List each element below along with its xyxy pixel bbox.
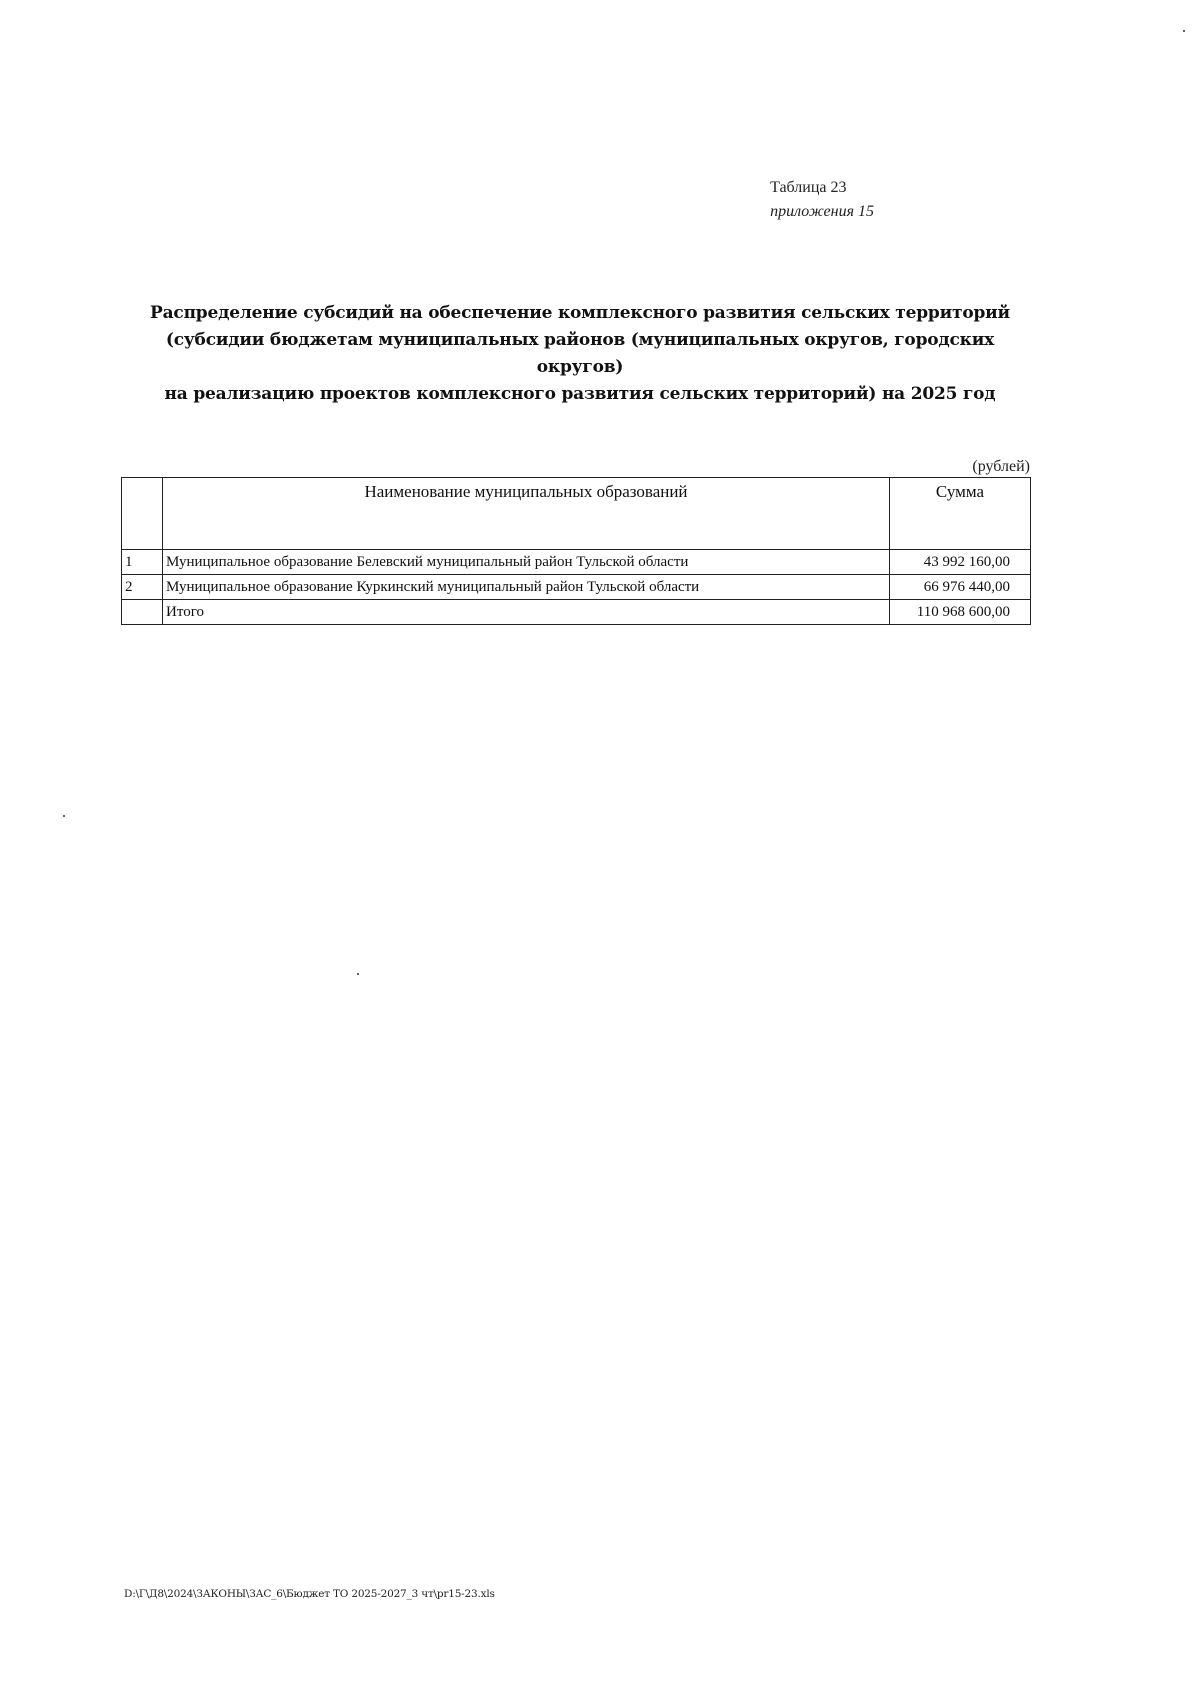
scan-speck bbox=[357, 973, 359, 975]
row-name: Муниципальное образование Куркинский муниципальный район Тульской области bbox=[163, 575, 890, 600]
title-line-2: (субсидии бюджетам муниципальных районов (муниципальных округов, городских округов) bbox=[165, 330, 995, 377]
row-sum: 43 992 160,00 bbox=[890, 550, 1031, 575]
row-number: 1 bbox=[122, 550, 163, 575]
header-name: Наименование муниципальных образований bbox=[163, 478, 890, 550]
table-row bbox=[122, 550, 1031, 575]
table-total-row bbox=[122, 600, 1031, 625]
row-sum: 66 976 440,00 bbox=[890, 575, 1031, 600]
title-line-3: на реализацию проектов комплексного развития сельских территорий) на 2025 год bbox=[164, 384, 996, 404]
header-number bbox=[122, 478, 163, 550]
file-path-footer: D:\Г\Д8\2024\ЗАКОНЫ\ЗАС_6\Бюджет ТО 2025-2027_3 чт\pr15-23.xls bbox=[124, 1588, 495, 1600]
unit-label: (рублей) bbox=[972, 458, 1030, 475]
scan-speck bbox=[63, 815, 65, 817]
document-title bbox=[120, 300, 1040, 408]
appendix-label: приложения 15 bbox=[770, 203, 874, 220]
header-sum: Сумма bbox=[890, 478, 1031, 550]
scan-speck bbox=[1183, 30, 1185, 32]
total-sum: 110 968 600,00 bbox=[890, 600, 1031, 625]
row-number: 2 bbox=[122, 575, 163, 600]
table-label: Таблица 23 bbox=[770, 179, 847, 196]
row-number bbox=[122, 600, 163, 625]
total-label: Итого bbox=[163, 600, 890, 625]
table-row bbox=[122, 575, 1031, 600]
subsidy-table bbox=[121, 477, 1031, 625]
table-reference bbox=[770, 176, 874, 224]
title-line-1: Распределение субсидий на обеспечение комплексного развития сельских территорий bbox=[150, 303, 1010, 323]
table-header-row bbox=[122, 478, 1031, 550]
row-name: Муниципальное образование Белевский муниципальный район Тульской области bbox=[163, 550, 890, 575]
